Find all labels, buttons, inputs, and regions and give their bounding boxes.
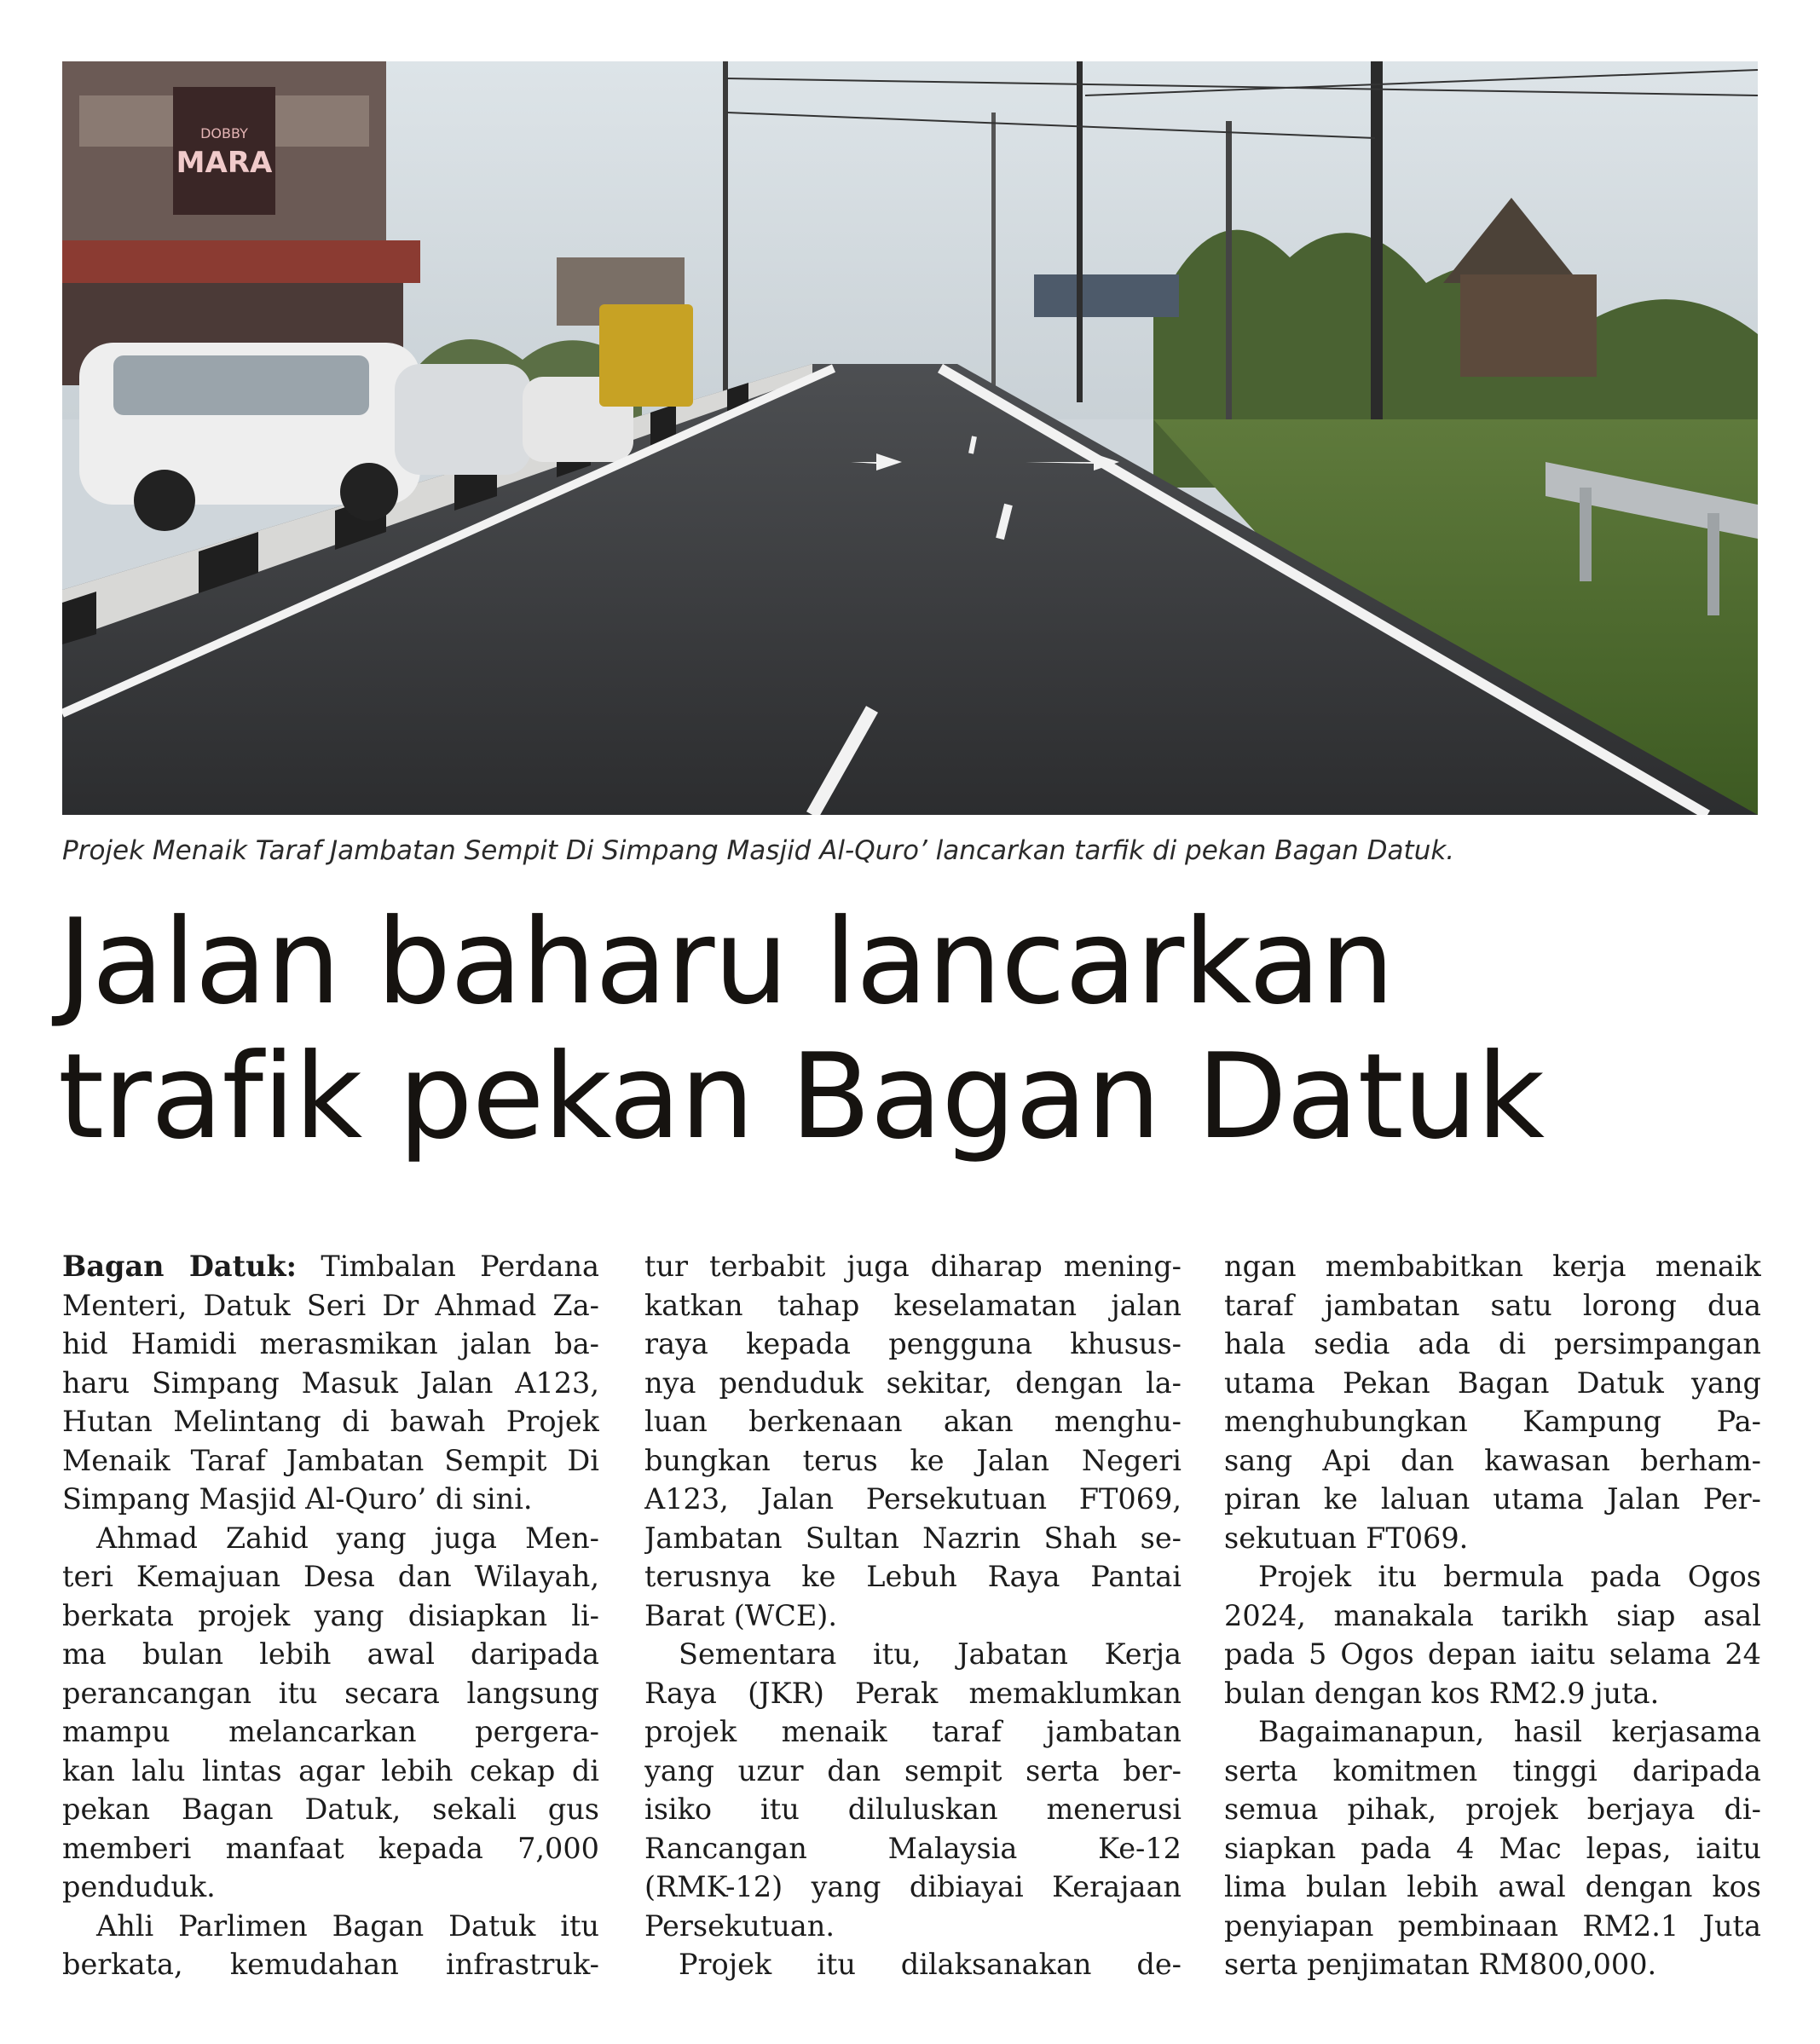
article-line bbox=[62, 1597, 599, 1636]
article-line bbox=[62, 1247, 599, 1286]
article-line bbox=[1224, 1752, 1761, 1791]
photo-caption: Projek Menaik Taraf Jambatan Sempit Di Simpang Masjid Al-Quro’ lancarkan tarfik di pekan Bagan Datuk. bbox=[62, 835, 1455, 866]
article-line-text: Projek itu bermula pada Ogos bbox=[1258, 1560, 1761, 1593]
article-line bbox=[1224, 1712, 1761, 1752]
article-line bbox=[62, 1790, 599, 1829]
article-line-text: katkan tahap keselamatan jalan bbox=[644, 1288, 1182, 1322]
article-line-text: A123, Jalan Persekutuan FT069, bbox=[644, 1482, 1182, 1516]
article-line-text: Projek itu dilaksanakan de- bbox=[679, 1948, 1182, 1981]
article-line-text: serta komitmen tinggi daripada bbox=[1224, 1753, 1761, 1787]
article-line bbox=[644, 1441, 1182, 1481]
article-line-text: pada 5 Ogos depan iaitu selama 24 bbox=[1224, 1637, 1761, 1671]
article-line bbox=[1224, 1325, 1761, 1364]
article-line-text: yang uzur dan sempit serta ber- bbox=[644, 1753, 1182, 1787]
article-line-text: nya penduduk sekitar, dengan la- bbox=[644, 1366, 1182, 1400]
article-line bbox=[62, 1674, 599, 1713]
headline-line-1: Jalan baharu lancarkan bbox=[58, 893, 1394, 1031]
article-line bbox=[62, 1712, 599, 1752]
article-line bbox=[62, 1868, 599, 1907]
article-line-text: Menaik Taraf Jambatan Sempit Di bbox=[62, 1443, 599, 1477]
article-line bbox=[644, 1712, 1182, 1752]
article-line bbox=[644, 1402, 1182, 1441]
article-line-text: lima bulan lebih awal dengan kos bbox=[1224, 1870, 1761, 1903]
article-line-text: teri Kemajuan Desa dan Wilayah, bbox=[62, 1560, 599, 1593]
article-line-text: Jambatan Sultan Nazrin Shah se- bbox=[644, 1521, 1182, 1555]
signage-main: MARA bbox=[176, 146, 273, 180]
article-line-text: projek menaik taraf jambatan bbox=[644, 1715, 1182, 1748]
article-line-text: hala sedia ada di persimpangan bbox=[1224, 1327, 1761, 1360]
article-line-text: hid Hamidi merasmikan jalan ba- bbox=[62, 1327, 599, 1360]
article-line bbox=[1224, 1790, 1761, 1829]
article-line-text: kan lalu lintas agar lebih cekap di bbox=[62, 1753, 599, 1787]
article-line-text: Raya (JKR) Perak memaklumkan bbox=[644, 1676, 1182, 1710]
article-line-text: Ahmad Zahid yang juga Men- bbox=[96, 1521, 599, 1555]
article-line-text: haru Simpang Masuk Jalan A123, bbox=[62, 1366, 599, 1400]
article-line bbox=[644, 1868, 1182, 1907]
article-line-text: Simpang Masjid Al-Quro’ di sini. bbox=[62, 1482, 533, 1516]
article-line-text: piran ke laluan utama Jalan Per- bbox=[1224, 1482, 1761, 1516]
article-line bbox=[644, 1247, 1182, 1286]
signage-small: DOBBY bbox=[200, 125, 248, 141]
article-line-text: perancangan itu secara langsung bbox=[62, 1676, 599, 1710]
article-line bbox=[644, 1557, 1182, 1597]
article-line-text: serta penjimatan RM800,000. bbox=[1224, 1948, 1657, 1981]
article-line-text: 2024, manakala tarikh siap asal bbox=[1224, 1598, 1761, 1632]
article-line bbox=[1224, 1557, 1761, 1597]
article-line bbox=[644, 1286, 1182, 1325]
article-column-1 bbox=[62, 1247, 599, 1984]
article-line bbox=[62, 1752, 599, 1791]
article-line bbox=[62, 1519, 599, 1558]
article-line-text: terusnya ke Lebuh Raya Pantai bbox=[644, 1560, 1182, 1593]
article-line-text: menghubungkan Kampung Pa- bbox=[1224, 1405, 1761, 1438]
article-column-2 bbox=[644, 1247, 1182, 1984]
article-line bbox=[1224, 1402, 1761, 1441]
article-line-text: tur terbabit juga diharap mening- bbox=[644, 1250, 1182, 1283]
article-line-text: siapkan pada 4 Mac lepas, iaitu bbox=[1224, 1831, 1761, 1865]
article-line bbox=[644, 1519, 1182, 1558]
article-line bbox=[644, 1674, 1182, 1713]
article-line-text: sang Api dan kawasan berham- bbox=[1224, 1443, 1761, 1477]
article-line bbox=[1224, 1829, 1761, 1868]
article-photo bbox=[62, 61, 1758, 815]
article-line-text: Ahli Parlimen Bagan Datuk itu bbox=[96, 1908, 599, 1943]
article-line bbox=[1224, 1945, 1761, 1984]
headline-line-2: trafik pekan Bagan Datuk bbox=[58, 1028, 1545, 1165]
article-line-text: taraf jambatan satu lorong dua bbox=[1224, 1288, 1761, 1322]
article-line bbox=[644, 1364, 1182, 1403]
article-line bbox=[644, 1325, 1182, 1364]
article-line bbox=[62, 1907, 599, 1946]
article-line-text: berkata, kemudahan infrastruk- bbox=[62, 1948, 599, 1981]
article-line-text: Sementara itu, Jabatan Kerja bbox=[679, 1637, 1182, 1671]
article-line bbox=[644, 1907, 1182, 1946]
article-dateline: Bagan Datuk: bbox=[62, 1250, 298, 1283]
article-line-text: Persekutuan. bbox=[644, 1908, 835, 1943]
article-line bbox=[62, 1325, 599, 1364]
article-line-text: berkata projek yang disiapkan li- bbox=[62, 1598, 599, 1632]
article-line-text: Timbalan Perdana bbox=[297, 1250, 599, 1283]
article-line-text: luan berkenaan akan menghu- bbox=[644, 1405, 1182, 1438]
article-line-text: Hutan Melintang di bawah Projek bbox=[62, 1405, 599, 1438]
article-line bbox=[1224, 1868, 1761, 1907]
article-line-text: memberi manfaat kepada 7,000 bbox=[62, 1831, 599, 1865]
article-line bbox=[1224, 1247, 1761, 1286]
article-line bbox=[1224, 1635, 1761, 1674]
article-line-text: ma bulan lebih awal daripada bbox=[62, 1637, 599, 1671]
article-line bbox=[62, 1402, 599, 1441]
article-line-text: bungkan terus ke Jalan Negeri bbox=[644, 1443, 1182, 1477]
article-line-text: raya kepada pengguna khusus- bbox=[644, 1327, 1182, 1360]
article-line-text: utama Pekan Bagan Datuk yang bbox=[1224, 1366, 1761, 1400]
article-line bbox=[644, 1829, 1182, 1868]
article-line bbox=[62, 1364, 599, 1403]
article-line-text: semua pihak, projek berjaya di- bbox=[1224, 1793, 1761, 1826]
article-line bbox=[62, 1557, 599, 1597]
article-line bbox=[62, 1829, 599, 1868]
article-line-text: penduduk. bbox=[62, 1870, 216, 1903]
article-line bbox=[1224, 1286, 1761, 1325]
road-photo-illustration bbox=[62, 61, 1758, 815]
article-line bbox=[1224, 1364, 1761, 1403]
article-line bbox=[644, 1945, 1182, 1984]
article-headline bbox=[58, 895, 1763, 1164]
article-line-text: Bagaimanapun, hasil kerjasama bbox=[1258, 1715, 1761, 1748]
article-line bbox=[644, 1752, 1182, 1791]
article-line-text: bulan dengan kos RM2.9 juta. bbox=[1224, 1676, 1660, 1710]
article-line-text: ngan membabitkan kerja menaik bbox=[1224, 1250, 1761, 1283]
article-column-3 bbox=[1224, 1247, 1761, 1984]
article-line bbox=[644, 1480, 1182, 1519]
article-line bbox=[62, 1441, 599, 1481]
article-line bbox=[1224, 1480, 1761, 1519]
article-line bbox=[1224, 1674, 1761, 1713]
article-line-text: (RMK-12) yang dibiayai Kerajaan bbox=[644, 1870, 1182, 1903]
article-line bbox=[644, 1597, 1182, 1636]
article-line-text: Rancangan Malaysia Ke-12 bbox=[644, 1831, 1182, 1865]
article-line-text: pekan Bagan Datuk, sekali gus bbox=[62, 1793, 599, 1826]
article-line-text: Menteri, Datuk Seri Dr Ahmad Za- bbox=[62, 1288, 599, 1322]
article-line bbox=[644, 1635, 1182, 1674]
article-line bbox=[1224, 1597, 1761, 1636]
article-line bbox=[1224, 1441, 1761, 1481]
article-line-text: isiko itu diluluskan menerusi bbox=[644, 1793, 1182, 1826]
article-line-text: sekutuan FT069. bbox=[1224, 1521, 1469, 1555]
article-line bbox=[1224, 1907, 1761, 1946]
article-line bbox=[62, 1480, 599, 1519]
article-line bbox=[1224, 1519, 1761, 1558]
article-line bbox=[62, 1945, 599, 1984]
article-line-text: mampu melancarkan pergera- bbox=[62, 1715, 599, 1748]
article-line-text: Barat (WCE). bbox=[644, 1598, 837, 1632]
article-line-text: penyiapan pembinaan RM2.1 Juta bbox=[1224, 1908, 1761, 1943]
article-line bbox=[644, 1790, 1182, 1829]
article-line bbox=[62, 1286, 599, 1325]
article-line bbox=[62, 1635, 599, 1674]
